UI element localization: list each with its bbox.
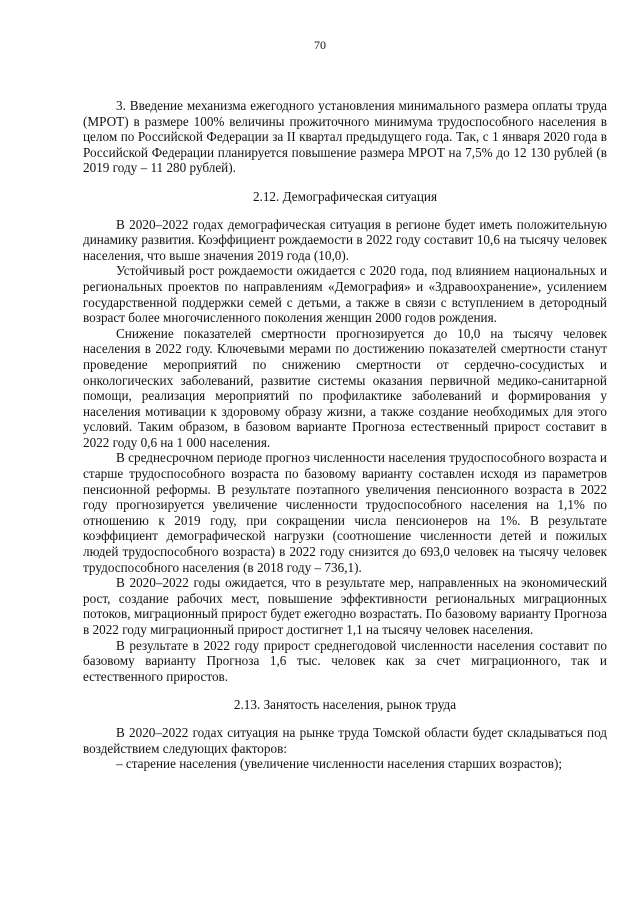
paragraph-demography-3: Снижение показателей смертности прогнозируется до 10,0 на тысячу человек населения в 2022 году. Ключевыми мерами по достижению показателей смертности станут проведение мероприятий по снижению смертности от сердечно-сосудистых и онкологических заболеваний, развитие системы оказания первичной медико-санитарной помощи, реализация мероприятий по профилактике заболеваний и формирования у населения мотивации к здоровому образу жизни, а также создание необходимых для этого условий. Таким образом, в базовом варианте Прогноза естественный прирост составит в 2022 году 0,6 на 1 000 населения. <box>83 325 607 450</box>
paragraph-demography-5: В 2020–2022 годы ожидается, что в результате мер, направленных на экономический рост, создание рабочих мест, повышение эффективности региональных миграционных потоков, миграционный прирост будет ежегодно возрастать. По базовому варианту Прогноза в 2022 году миграционный прирост достигнет 1,1 на тысячу человек населения. <box>83 575 607 637</box>
paragraph-employment-1: В 2020–2022 годах ситуация на рынке труда Томской области будет складываться под воздействием следующих факторов: <box>83 724 607 756</box>
paragraph-demography-6: В результате в 2022 году прирост среднегодовой численности населения составит по базовому варианту Прогноза 1,6 тыс. человек как за счет миграционного, так и естественного приростов. <box>83 637 607 684</box>
section-heading-employment: 2.13. Занятость населения, рынок труда <box>233 697 457 713</box>
section-heading-demography: 2.12. Демографическая ситуация <box>252 188 438 204</box>
document-body <box>83 98 607 772</box>
page-number: 70 <box>314 38 326 52</box>
paragraph-demography-1: В 2020–2022 годах демографическая ситуация в регионе будет иметь положительную динамику развития. Коэффициент рождаемости в 2022 году составит 10,6 на тысячу человек населения, что выше значения 2019 года (10,0). <box>83 216 607 263</box>
paragraph-employment-2: – старение населения (увеличение численности населения старших возрастов); <box>116 756 563 772</box>
paragraph-mrot: 3. Введение механизма ежегодного установления минимального размера оплаты труда (МРОТ) в размере 100% величины прожиточного минимума трудоспособного населения в целом по Российской Федерации за II квартал предыдущего года. Так, с 1 января 2020 года в Российской Федерации планируется повышение размера МРОТ на 7,5% до 12 130 рублей (в 2019 году – 11 280 рублей). <box>83 98 607 176</box>
paragraph-demography-4: В среднесрочном периоде прогноз численности населения трудоспособного возраста и старше трудоспособного возраста по базовому варианту составлен исходя из параметров пенсионной реформы. В результате поэтапного увеличения пенсионного возраста в 2022 году прогнозируется увеличение численности трудоспособного населения на 1,1% по отношению к 2019 году, при сокращении числа пенсионеров на 1%. В результате коэффициент демографической нагрузки (соотношение численности детей и пожилых людей трудоспособного возраста) в 2022 году снизится до 693,0 человек на тысячу человек трудоспособного населения (в 2018 году – 736,1). <box>83 450 607 575</box>
paragraph-demography-2: Устойчивый рост рождаемости ожидается с 2020 года, под влиянием национальных и региональных проектов по направлениям «Демография» и «Здравоохранение», усилением государственной поддержки семей с детьми, а также в связи с вступлением в детородный возраст более многочисленного поколения женщин 2000 годов рождения. <box>83 263 607 326</box>
